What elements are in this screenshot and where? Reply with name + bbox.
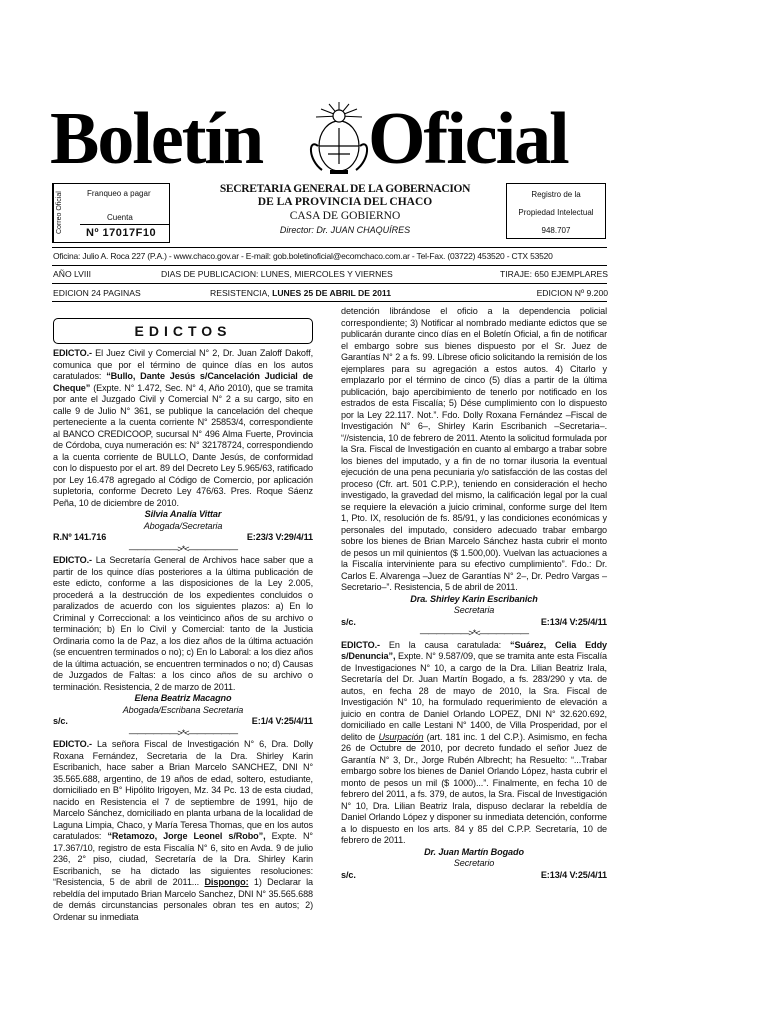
- provincial-coat-of-arms-icon: [300, 98, 378, 178]
- edict-2-signer: Elena Beatriz Macagno: [134, 693, 232, 703]
- print-run: TIRAJE: 650 EJEMPLARES: [500, 269, 608, 279]
- edict-1-role: Abogada/Secretaria: [143, 520, 223, 531]
- edict-4: EDICTO.- En la causa caratulada: “Suárez, Celia Eddy s/Denuncia”, Expte. N° 9.587/09, que se tramita ante esta Fiscalía de Investigaciones N° 10, a cargo de la Dra. Lilian Beatriz Irala, Secretaría del Dr. Juan Martín Bogado, a fs. 283/290 y vta. de autos, en fecha 28 de mayo de 2010, la Sra. Fiscal de Investigación N° 10, ha formulado requerimiento de elevación a juicio en contra de Daniel Orlando LOPEZ, DNI N° 32.620.692, domiciliado en calle Lestani N° 1400, de Villa Prosperidad, por el delito de Usurpación (art. 181 inc. 1 del C.P.). Asimismo, en fecha 26 de Octubre de 2010, por decreto fundado el señor Juez de Garantía N° 3, Dr., Jorge Rubén Albrecht; ha Resuelto: “...Trabar embargo sobre los bienes de Daniel Orlando López, hasta cubrir el monto de pesos un mil ($ 1000)...”. Finalmente, en fecha 10 de febrero del 2011, a fs. 379, de autos, la Sra. Fiscal de Investigación N° 10, Dra. Lilian Beatriz Irala, dispuso declarar la rebeldía de Daniel Orlando López y disponer su inmediata detención, conforme a lo dispuesto en los arts. 84 y 85 del C.P.P. Secretaría, 10 de febrero de 2011.: [341, 639, 607, 845]
- edition-date: RESISTENCIA, LUNES 25 DE ABRIL DE 2011: [210, 288, 392, 298]
- publisher-line-3: CASA DE GOBIERNO: [289, 210, 401, 222]
- publisher-block: [180, 183, 510, 237]
- masthead: [50, 94, 610, 184]
- page-count: EDICION 24 PAGINAS: [53, 288, 141, 298]
- divider: [52, 265, 607, 266]
- postage-stamp-box: [52, 183, 170, 243]
- publication-days: DIAS DE PUBLICACION: LUNES, MIERCOLES Y VIERNES: [161, 269, 393, 279]
- divider: [52, 301, 607, 302]
- edict-3-continuation: detención librándose el oficio a la dependencia policial correspondiente; 3) Notificar al nombrado mediante edictos que se publicarán durante cinco días en el Boletín Oficial, a fin de notificar el embargo sobre sus bienes dispuesto por el Sr. Juez de Garantías N° 2 a fs. 99. Líbrese oficio solicitando la remisión de los ejemplares para su agregación a estos autos. 4) Citarlo y emplazarlo por el término de cinco (5) días a partir de la última publicación, bajo apercibimiento de tenerlo por notificado en los estrados de esta Fiscalía; 5) Dése cumplimiento con lo dispuesto por la Ley 22.117. Not.”. Fdo. Dolly Roxana Fernández –Fiscal de Investigación N° 6–, Shirley Karin Escribanich –Secretaria–. “//sistencia, 10 de febrero de 2011. Atento la solicitud formulada por la Sra. Fiscal de Investigación en cuanto al embargo a trabar sobre los bienes del imputado, y a fin de no tornar ilusoria la eventual ejecución de una pena pecuniaria y/o satisfacción de las costas del proceso (Cfr. art. 501 C.P.P.), teniendo en consideración el hecho investigado, la gravedad del mismo, la calificación legal por la cual se requiere la elevación a juicio criminal, conforme surge del Item 1, Pto. IX, resolución de fs. 85/91, y las condiciones económicas y personales del imputado, considero adecuado trabar embargo sobre los bienes de Brian Marcelo Sánchez hasta cubrir el monto de pesos un mil quinientos ($ 1.500,00). Vuelvan las actuaciones a la Fiscalía interviniente para su efectivo cumplimiento”. Fdo.: Dr. Carlos E. Alvarenga –Juez de Garantías N° 2–, Dr. Pedro Vargas –Secretario–”. Resistencia, 5 de abril de 2011.: [341, 306, 607, 592]
- edict-1-signer: Silvia Analía Vittar: [144, 509, 222, 519]
- publisher-line-1: SECRETARIA GENERAL DE LA GOBERNACION: [219, 183, 471, 195]
- separator: ——————>*<——————: [419, 628, 529, 638]
- edict-4-reference: s/c. E:13/4 V:25/4/11: [341, 869, 607, 880]
- cuenta-label: Cuenta: [107, 213, 133, 222]
- registry-box: [506, 183, 606, 239]
- registry-line-2: Propiedad Intelectual: [518, 208, 594, 217]
- edict-3-role: Secretaria: [453, 605, 495, 615]
- year-label: AÑO LVIII: [53, 269, 92, 279]
- edict-4-signer: Dr. Juan Martín Bogado: [424, 846, 524, 857]
- edict-2-reference: s/c. E:1/4 V:25/4/11: [53, 716, 313, 726]
- separator: ——————>*<——————: [128, 543, 238, 554]
- franqueo-label: Franqueo a pagar: [87, 189, 151, 198]
- edict-2-role: Abogada/Escribana Secretaria: [122, 704, 244, 715]
- separator: ——————>*<——————: [128, 727, 238, 738]
- section-title: EDICTOS: [53, 318, 313, 344]
- edict-4-role: Secretario: [453, 858, 495, 868]
- masthead-title-right: Oficial: [368, 98, 568, 180]
- edict-2: EDICTO.- La Secretaría General de Archivos hace saber que a partir de los quince días posteriores a la última publicación de este edicto, conforme a las disposiciones de la Ley 2.005, procederá a la destrucción de los expedientes concluidos o paralizados de acuerdo con los siguientes plazos: a) En lo Criminal y Correccional: a los veinticinco años de su archivo o terminación; b) En lo Civil y Comercial: tanto de la Justicia Ordinaria como la de Paz, a los diez años de la última actuación (se encuentren terminados o no); c) En lo Laboral: a los diez años de la última actuación, se encuentren terminados o no; d) Causas de Juzgados de Faltas: a los cinco años de su archivo o terminación. Resistencia, 2 de marzo de 2011.: [53, 555, 313, 692]
- masthead-title-left: Boletín: [50, 98, 263, 180]
- correo-oficial-label: Correo Oficial: [53, 184, 79, 242]
- divider: [52, 247, 607, 248]
- edict-1: EDICTO.- El Juez Civil y Comercial N° 2, Dr. Juan Zaloff Dakoff, comunica que por el término de quince días en los autos caratulados: “Bullo, Dante Jesús s/Cancelación Judicial de Cheque” (Expte. N° 1.472, Sec. N° 4, Año 2010), que se tramita por ante el Juzgado Civil y Comercial N° 2 a su cargo, sito en calle 9 de Julio N° 361, se publique la cancelación del cheque perteneciente a la cuenta corriente N° 25853/4, correspondiente al BANCO CREDICOOP, sucursal N° 496 Alma Fuerte, Provincia de Córdoba, cuya numeración es: N° 32178724, correspondiendo a la cuenta corriente de BULLO, Dante Jesús, de conformidad con lo dispuesto por el art. 89 del Decreto Ley 5.965/63, ratificado por Ley 16.478 agregado al Código de Comercio, por aplicación supletoria, conforme Decreto Ley 476/63. Pres. Roque Sáenz Peña, 10 de diciembre de 2010.: [53, 348, 313, 508]
- edict-3-reference: s/c. E:13/4 V:25/4/11: [341, 616, 607, 627]
- edict-3-signer: Dra. Shirley Karin Escribanich: [410, 593, 538, 604]
- contact-line: Oficina: Julio A. Roca 227 (P.A.) - www.chaco.gov.ar - E-mail: gob.boletinoficial@ecomchaco.com.ar - Tel-Fax. (03722) 453520 - CTX 53520: [53, 251, 553, 261]
- edict-3: EDICTO.- La señora Fiscal de Investigación N° 6, Dra. Dolly Roxana Fernández, Secretaria de la Dra. Shirley Karin Escribanich, hace saber a Brian Marcelo SANCHEZ, DNI N° 35.565.688, argentino, de 19 años de edad, soltero, estudiante, domiciliado en B° Hipólito Irigoyen, Mz. 34 Pc. 13 de esta ciudad, nacido en Resistencia el 7 de septiembre de 1991, hijo de Marcelo Sánchez, domiciliado en planta urbana de la localidad de Laguna Limpia, Chaco, y María Teresa Thomas, que en los autos caratulados: “Retamozo, Jorge Leonel s/Robo”, Expte. N° 17.367/10, registro de esta Fiscalía N° 6, sito en Avda. 9 de julio 236, 2° piso, ciudad, Secretaría de la Dra. Shirley Karin Escribanich, se ha dictado las siguientes resoluciones: “Resistencia, 5 de abril de 2011... Dispongo: 1) Declarar la rebeldía del imputado Brian Marcelo Sanchez, DNI N° 35.565.688 de demás circunstancias personales obran tes en autos; 2) Ordenar su inmediata: [53, 739, 314, 922]
- director-line: Director: Dr. JUAN CHAQUÍRES: [279, 225, 411, 235]
- divider: [52, 283, 607, 284]
- left-column: [53, 348, 313, 923]
- edition-number: EDICION Nº 9.200: [536, 288, 608, 298]
- registry-number: 948.707: [541, 226, 571, 235]
- account-number: Nº 17017F10: [80, 224, 169, 239]
- registry-line-1: Registro de la: [531, 190, 581, 199]
- publisher-line-2: DE LA PROVINCIA DEL CHACO: [257, 196, 433, 208]
- right-column: [341, 306, 607, 881]
- edict-1-reference: R.Nº 141.716 E:23/3 V:29/4/11: [53, 532, 313, 542]
